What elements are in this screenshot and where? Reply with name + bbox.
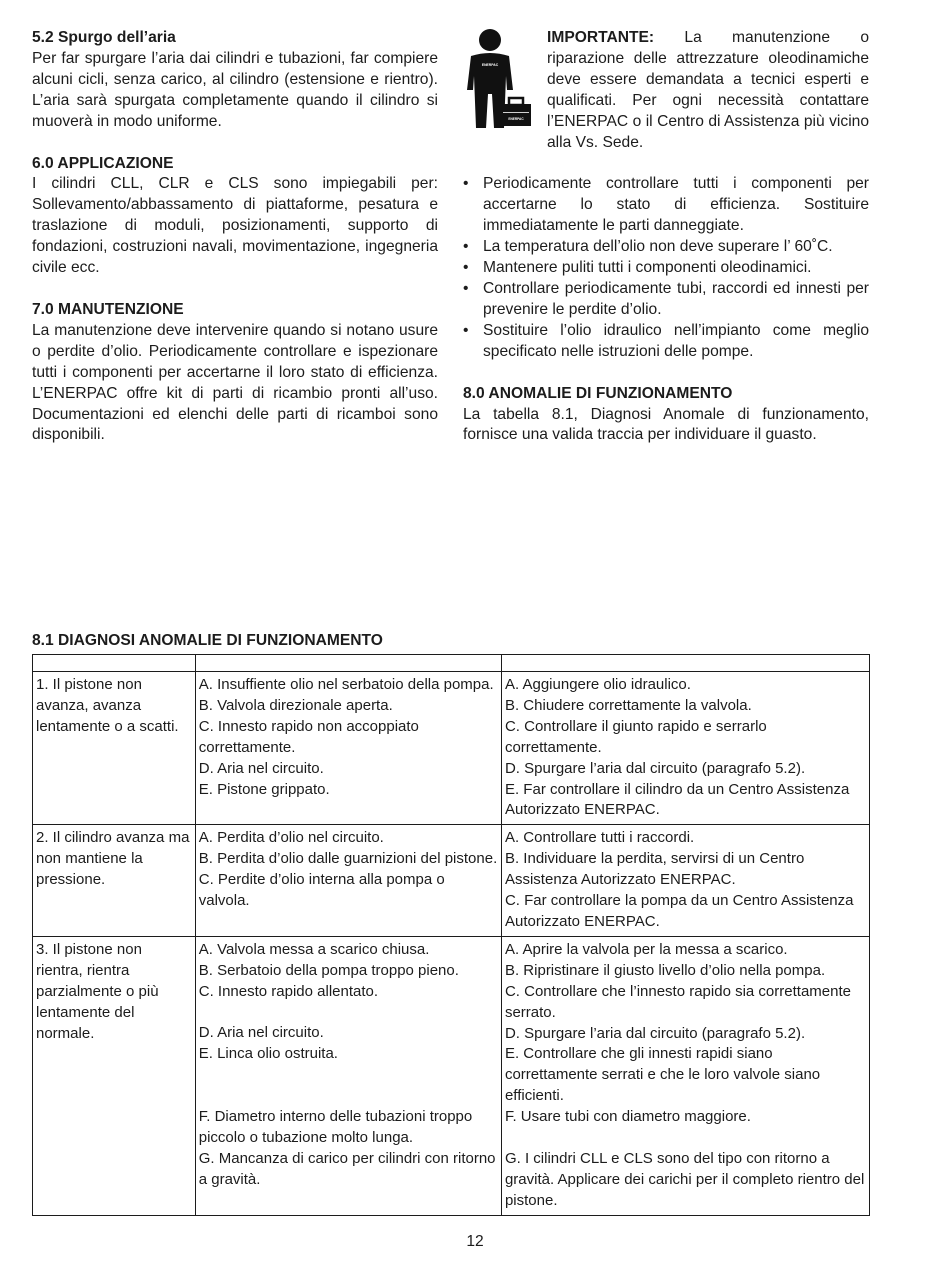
cause-line: G. Mancanza di carico per cilindri con ritorno a gravità. <box>198 1149 496 1188</box>
table-row <box>33 672 870 825</box>
list-item: • Controllare periodicamente tubi, raccordi ed innesti per prevenire le perdite d’olio. <box>463 279 869 321</box>
solution-line: C. Controllare che l’innesto rapido sia correttamente serrato. <box>504 982 851 1021</box>
section-7-0 <box>32 300 438 446</box>
solution-line: C. Far controllare la pompa da un Centro Assistenza Autorizzato ENERPAC. <box>504 892 854 930</box>
section-text: La tabella 8.1, Diagnosi Anomale di funzionamento, fornisce una valida traccia per individuare il guasto. <box>463 405 869 444</box>
table-row <box>33 825 870 937</box>
list-item: • La temperatura dell’olio non deve superare l’ 60˚C. <box>463 237 869 258</box>
diagnosis-table <box>32 654 870 1216</box>
shirt-logo: ENERPAC <box>481 63 499 67</box>
solution-line: A. Controllare tutti i raccordi. <box>504 829 695 847</box>
solution-line: B. Chiudere correttamente la valvola. <box>504 696 752 714</box>
section-8-0 <box>463 384 869 447</box>
section-heading: 6.0 APPLICAZIONE <box>32 154 174 172</box>
spacer <box>199 1065 498 1086</box>
table-row <box>33 936 870 1215</box>
solution-line: D. Spurgare l’aria dal circuito (paragrafo 5.2). <box>504 759 806 777</box>
cause-line: C. Innesto rapido allentato. <box>198 982 379 1000</box>
cause-line: A. Perdita d’olio nel circuito. <box>198 829 384 847</box>
problem-cell: 3. Il pistone non rientra, rientra parzialmente o più lentamente del normale. <box>33 936 196 1215</box>
cause-line: F. Diametro interno delle tubazioni troppo piccolo o tubazione molto lunga. <box>198 1108 473 1146</box>
list-item: • Mantenere puliti tutti i componenti oleodinamici. <box>463 258 869 279</box>
section-heading: 8.0 ANOMALIE DI FUNZIONAMENTO <box>463 384 733 402</box>
notice-label: IMPORTANTE: <box>547 29 655 46</box>
cause-cell <box>195 936 501 1215</box>
problem-cell: 1. Il pistone non avanza, avanza lentamente o a scatti. <box>33 672 196 825</box>
cause-line: B. Perdita d’olio dalle guarnizioni del pistone. <box>198 850 498 868</box>
solution-line: A. Aprire la valvola per la messa a scarico. <box>504 940 788 958</box>
solution-line: E. Controllare che gli innesti rapidi siano correttamente serrati e che le loro valvole siano efficienti. <box>504 1045 821 1105</box>
cause-line: B. Valvola direzionale aperta. <box>198 696 393 714</box>
section-heading: 7.0 MANUTENZIONE <box>32 300 184 318</box>
notice-text <box>547 28 869 153</box>
solution-line: B. Ripristinare il giusto livello d’olio nella pompa. <box>504 961 826 979</box>
page-number: 12 <box>466 1233 484 1250</box>
cause-line: E. Linca olio ostruita. <box>198 1045 338 1063</box>
solution-line: F. Usare tubi con diametro maggiore. <box>504 1108 751 1126</box>
technician-icon <box>463 28 533 128</box>
solution-cell <box>501 672 869 825</box>
cause-line: A. Valvola messa a scarico chiusa. <box>198 940 430 958</box>
spacer <box>199 1003 498 1024</box>
problem-cell: 2. Il cilindro avanza ma non mantiene la pressione. <box>33 825 196 937</box>
list-item: • Sostituire l’olio idraulico nell’impianto come meglio specificato nelle istruzioni delle pompe. <box>463 321 869 363</box>
table-body <box>33 672 870 1216</box>
cause-line: C. Perdite d’olio interna alla pompa o valvola. <box>198 871 445 910</box>
solution-line: E. Far controllare il cilindro da un Centro Assistenza Autorizzato ENERPAC. <box>504 780 850 819</box>
section-text: Per far spurgare l’aria dai cilindri e tubazioni, far compiere alcuni cicli, senza carico, al cilindro (estensione e rientro). L’aria sarà spurgata completamente quando il cilindro si muoverà in modo uniforme. <box>32 49 438 130</box>
cause-line: E. Pistone grippato. <box>198 780 330 798</box>
solution-line: G. I cilindri CLL e CLS sono del tipo con ritorno a gravità. Applicare dei carichi per il completo rientro del pistone. <box>504 1149 865 1209</box>
cause-line: A. Insuffiente olio nel serbatoio della pompa. <box>198 676 494 693</box>
solution-line: A. Aggiungere olio idraulico. <box>504 676 691 693</box>
cause-line: B. Serbatoio della pompa troppo pieno. <box>198 961 459 979</box>
solution-line: B. Individuare la perdita, servirsi di un Centro Assistenza Autorizzato ENERPAC. <box>504 850 805 889</box>
solution-cell <box>501 936 869 1215</box>
section-text: I cilindri CLL, CLR e CLS sono impiegabili per: Sollevamento/abbassamento di piattaforme, pesatura e traslazione di moduli, posizionamenti, supporto di fondazioni, costruzioni navali, movimentazione, ingegneria civile ecc. <box>32 175 438 277</box>
table-header-row <box>33 655 870 672</box>
table-title: 8.1 DIAGNOSI ANOMALIE DI FUNZIONAMENTO <box>32 632 383 649</box>
maintenance-list <box>463 174 869 362</box>
cause-line: D. Aria nel circuito. <box>198 759 324 777</box>
solution-cell <box>501 825 869 937</box>
notice-body: La manutenzione o riparazione delle attrezzature oleodinamiche deve essere demandata a tecnici esperti e qualificati. Per ogni necessità contattare l’ENERPAC o il Centro di Assistenza più vicino alla Vs. Sede. <box>547 29 869 151</box>
list-item: • Periodicamente controllare tutti i componenti per accertarne lo stato di efficienza. Sostituire immediatamente le parti danneggiate. <box>463 174 869 237</box>
section-5-2 <box>32 28 438 133</box>
header-cell <box>33 655 196 672</box>
cause-cell <box>195 672 501 825</box>
important-notice <box>463 28 869 153</box>
section-text: La manutenzione deve intervenire quando si notano usure o perdite d’olio. Periodicamente controllare e ispezionare tutti i componenti per accertarne il loro stato di efficienza. L’ENERPAC offre kit di parti di ricambio pronti all’uso. Documentazioni ed elenchi delle parti di ricamboi sono disponibili. <box>32 321 438 444</box>
section-heading: 5.2 Spurgo dell’aria <box>32 29 176 46</box>
spacer <box>199 1086 498 1107</box>
case-logo: ENERPAC <box>508 117 524 121</box>
cause-cell <box>195 825 501 937</box>
header-cell <box>501 655 869 672</box>
header-cell <box>195 655 501 672</box>
cause-line: C. Innesto rapido non accoppiato correttamente. <box>198 717 419 756</box>
left-column <box>32 28 438 467</box>
spacer <box>505 1128 866 1149</box>
solution-line: C. Controllare il giunto rapido e serrarlo correttamente. <box>504 717 767 756</box>
right-column <box>463 28 869 467</box>
section-6-0 <box>32 154 438 279</box>
solution-line: D. Spurgare l’aria dal circuito (paragrafo 5.2). <box>504 1024 806 1042</box>
cause-line: D. Aria nel circuito. <box>198 1024 324 1042</box>
